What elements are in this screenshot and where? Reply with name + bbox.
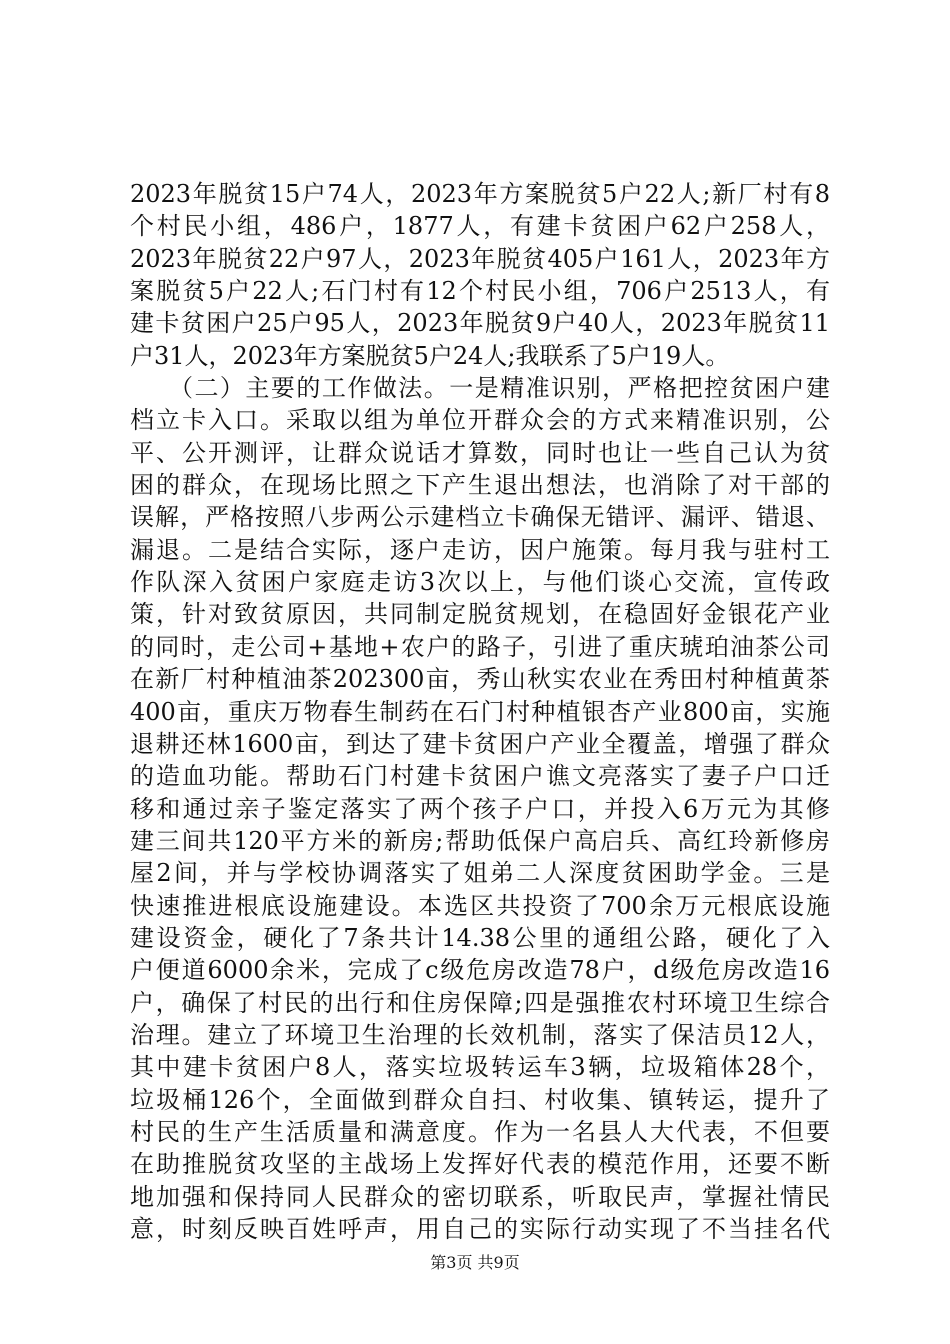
text-line: 治理。建立了环境卫生治理的长效机制，落实了保洁员12人， [130,1020,830,1049]
text-line: 户便道6000余米，完成了c级危房改造78户，d级危房改造16 [130,956,830,985]
text-line: 困的群众，在现场比照之下产生退出想法，也消除了对干部的 [130,471,830,500]
text-line: 案脱贫5户22人;石门村有12个村民小组，706户2513人，有 [130,277,830,306]
text-line: 户31人，2023年方案脱贫5户24人;我联系了5户19人。 [130,341,730,370]
page-number-total: 共9页 [477,1253,520,1272]
text-line: 策，针对致贫原因，共同制定脱贫规划，在稳固好金银花产业 [130,600,830,629]
text-line: 个村民小组，486户，1877人，有建卡贫困户62户258人， [130,212,830,241]
text-line: 建卡贫困户25户95人，2023年脱贫9户40人，2023年脱贫11 [130,309,830,338]
text-line: 建三间共120平方米的新房;帮助低保户高启兵、高红玲新修房 [130,826,830,855]
text-line: 400亩，重庆万物春生制药在石门村种植银杏产业800亩，实施 [130,697,830,726]
text-line: （二）主要的工作做法。一是精准识别，严格把控贫困户建 [130,374,830,403]
text-line: 在助推脱贫攻坚的主战场上发挥好代表的模范作用，还要不断 [130,1150,830,1179]
text-line: 移和通过亲子鉴定落实了两个孩子户口，并投入6万元为其修 [130,794,830,823]
text-line: 村民的生产生活质量和满意度。作为一名县人大代表，不但要 [130,1117,830,1146]
text-line: 作队深入贫困户家庭走访3次以上，与他们谈心交流，宣传政 [130,568,830,597]
text-line: 误解，严格按照八步两公示建档立卡确保无错评、漏评、错退、 [130,503,830,532]
text-line: 屋2间，并与学校协调落实了姐弟二人深度贫困助学金。三是 [130,859,830,888]
text-line: 其中建卡贫困户8人，落实垃圾转运车3辆，垃圾箱体28个， [130,1053,830,1082]
text-line: 的造血功能。帮助石门村建卡贫困户谯文亮落实了妻子户口迁 [130,762,830,791]
text-line: 平、公开测评，让群众说话才算数，同时也让一些自己认为贫 [130,438,830,467]
text-line: 户，确保了村民的出行和住房保障;四是强推农村环境卫生综合 [130,988,830,1017]
text-line: 档立卡入口。采取以组为单位开群众会的方式来精准识别，公 [130,406,830,435]
text-line: 漏退。二是结合实际，逐户走访，因户施策。每月我与驻村工 [130,535,830,564]
text-line: 意，时刻反映百姓呼声，用自己的实际行动实现了不当挂名代 [130,1215,830,1243]
text-line: 2023年脱贫15户74人，2023年方案脱贫5户22人;新厂村有8 [130,180,830,208]
text-line: 2023年脱贫22户97人，2023年脱贫405户161人，2023年方 [130,244,830,273]
text-line: 快速推进根底设施建设。本选区共投资了700余万元根底设施 [130,891,830,920]
page-number-current: 第3页 [430,1253,473,1272]
page-footer [0,1250,950,1273]
text-line: 退耕还林1600亩，到达了建卡贫困户产业全覆盖，增强了群众 [130,729,830,758]
text-line: 垃圾桶126个，全面做到群众自扫、村收集、镇转运，提升了 [130,1085,830,1114]
text-line: 建设资金，硬化了7条共计14.38公里的通组公路，硬化了入 [130,923,830,952]
text-line: 的同时，走公司+基地+农户的路子，引进了重庆琥珀油茶公司 [130,632,830,661]
text-line: 地加强和保持同人民群众的密切联系，听取民声，掌握社情民 [130,1182,830,1211]
text-line: 在新厂村种植油茶202300亩，秀山秋实农业在秀田村种植黄茶 [130,665,830,694]
document-body [130,178,830,1245]
